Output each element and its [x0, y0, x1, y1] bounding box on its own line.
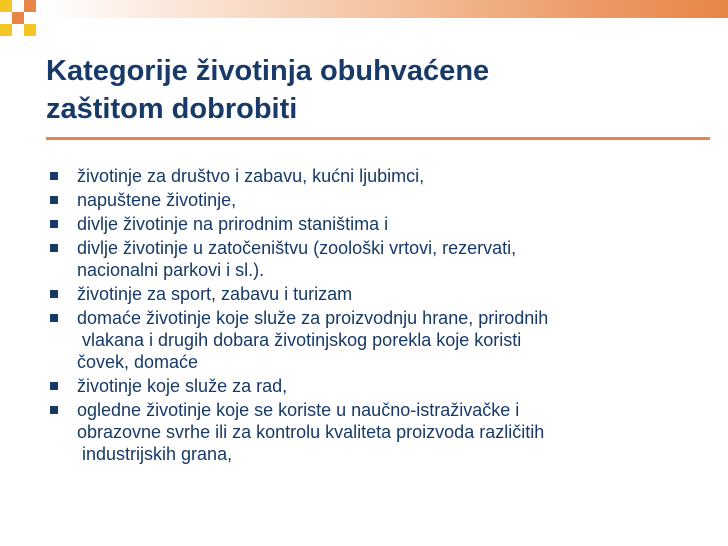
square-bullet-icon [50, 314, 58, 322]
square-bullet-icon [50, 244, 58, 252]
slide-title-line-2: zaštitom dobrobiti [46, 93, 298, 125]
bullet-text-line: životinje za društvo i zabavu, kućni ljubimci, [77, 166, 425, 186]
bullet-text-line: industrijskih grana, [77, 444, 233, 464]
bullet-item [46, 399, 718, 465]
bullet-text-line: životinje koje služe za rad, [77, 376, 288, 396]
top-gradient-band [44, 0, 728, 18]
bullet-item [46, 165, 718, 187]
square-bullet-icon [50, 172, 58, 180]
bullet-text-line: divlje životinje na prirodnim staništima i [77, 214, 389, 234]
bullet-item [46, 307, 718, 373]
bullet-list [46, 165, 718, 467]
bullet-item [46, 189, 718, 211]
slide-title [46, 52, 706, 128]
square-bullet-icon [50, 290, 58, 298]
square-bullet-icon [50, 220, 58, 228]
square-bullet-icon [50, 382, 58, 390]
slide-title-line-1: Kategorije životinja obuhvaćene [46, 55, 490, 87]
bullet-item [46, 213, 718, 235]
bullet-text-line: životinje za sport, zabavu i turizam [77, 284, 353, 304]
bullet-text-line: čovek, domaće [77, 352, 199, 372]
bullet-text-line: nacionalni parkovi i sl.). [77, 260, 265, 280]
bullet-text-line: napuštene životinje, [77, 190, 237, 210]
bullet-item [46, 375, 718, 397]
bullet-item [46, 283, 718, 305]
title-underline [46, 137, 710, 140]
bullet-text-line: domaće životinje koje služe za proizvodnju hrane, prirodnih [77, 308, 549, 328]
corner-checker-decoration [0, 0, 44, 44]
bullet-item [46, 237, 718, 281]
bullet-text-line: obrazovne svrhe ili za kontrolu kvaliteta proizvoda različitih [77, 422, 545, 442]
bullet-text-line: divlje životinje u zatočeništvu (zoološki vrtovi, rezervati, [77, 238, 517, 258]
bullet-text-line: vlakana i drugih dobara životinjskog porekla koje koristi [77, 330, 522, 350]
square-bullet-icon [50, 196, 58, 204]
bullet-text-line: ogledne životinje koje se koriste u naučno-istraživačke i [77, 400, 520, 420]
square-bullet-icon [50, 406, 58, 414]
